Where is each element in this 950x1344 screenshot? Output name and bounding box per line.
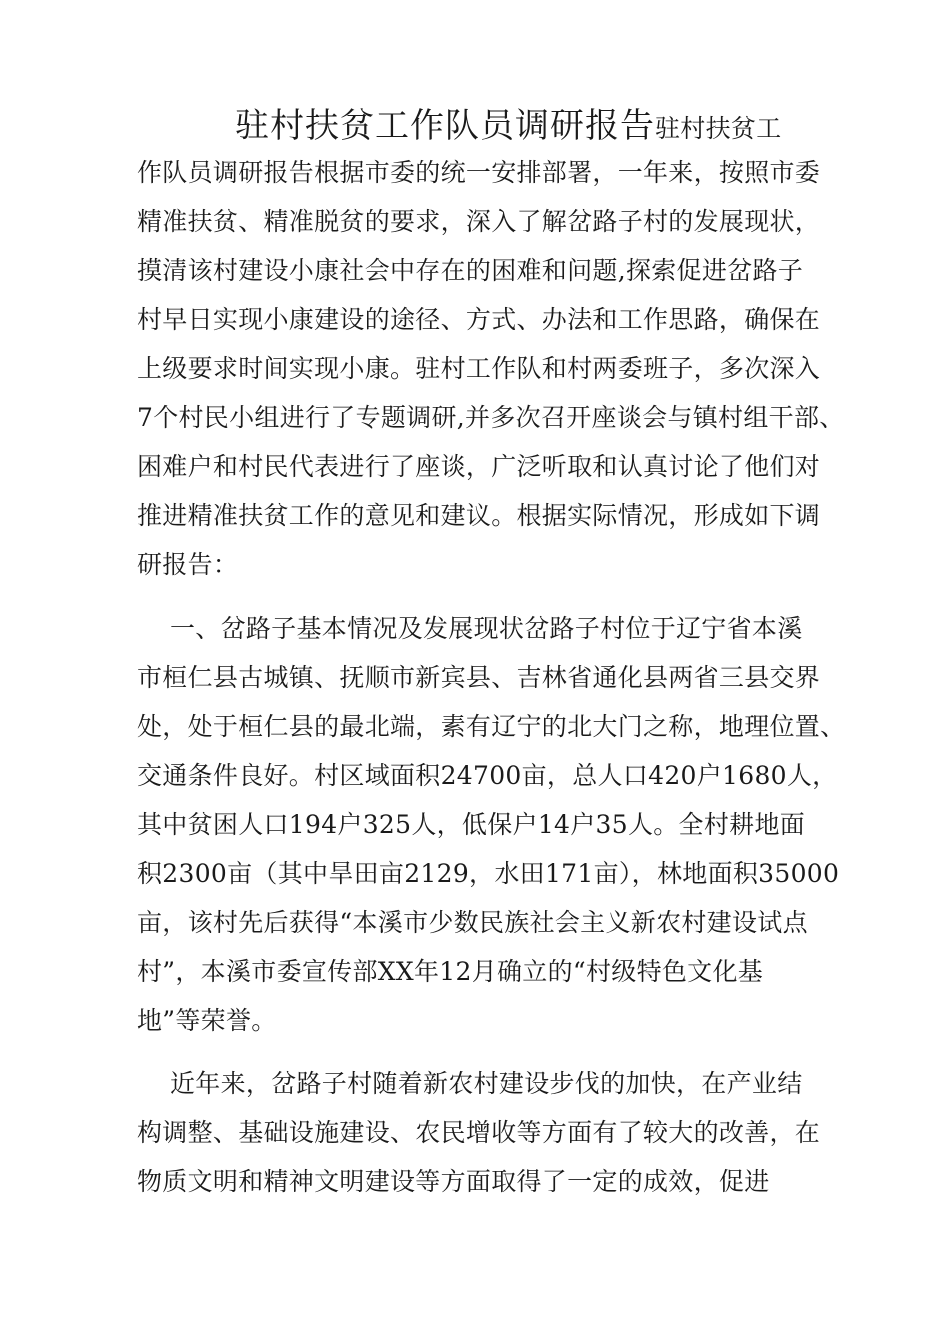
body-line-17: 村”，本溪市委宣传部XX年12月确立的“村级特色文化基: [137, 957, 764, 986]
body-line-2: 精准扶贫、精准脱贫的要求，深入了解岔路子村的发展现状，: [137, 207, 821, 236]
body-line-11: 市桓仁县古城镇、抚顺市新宾县、吉林省通化县两省三县交界: [137, 663, 821, 692]
body-line-3: 摸清该村建设小康社会中存在的困难和问题,探索促进岔路子: [137, 256, 804, 285]
document-title: 驻村扶贫工作队员调研报告: [235, 106, 655, 146]
body-line-8: 推进精准扶贫工作的意见和建议。根据实际情况，形成如下调: [137, 501, 821, 530]
body-line-0: 驻村扶贫工: [655, 114, 782, 143]
body-line-6: 7个村民小组进行了专题调研,并多次召开座谈会与镇村组干部、: [137, 403, 845, 432]
body-line-10: 一、岔路子基本情况及发展现状岔路子村位于辽宁省本溪: [137, 614, 803, 643]
body-line-12: 处，处于桓仁县的最北端，素有辽宁的北大门之称，地理位置、: [137, 712, 846, 741]
body-line-13: 交通条件良好。村区域面积24700亩，总人口420户1680人，: [137, 761, 838, 790]
body-line-14: 其中贫困人口194户325人，低保户14户35人。全村耕地面: [137, 810, 806, 839]
body-line-19: 近年来，岔路子村随着新农村建设步伐的加快，在产业结: [137, 1069, 803, 1098]
body-line-21: 物质文明和精神文明建设等方面取得了一定的成效，促进: [137, 1167, 770, 1196]
title-line: [235, 104, 782, 148]
body-line-9: 研报告：: [137, 550, 239, 579]
body-line-20: 构调整、基础设施建设、农民增收等方面有了较大的改善，在: [137, 1118, 821, 1147]
body-line-5: 上级要求时间实现小康。驻村工作队和村两委班子，多次深入: [137, 354, 821, 383]
body-line-1: 作队员调研报告根据市委的统一安排部署，一年来，按照市委: [137, 158, 821, 187]
body-line-18: 地”等荣誉。: [137, 1006, 277, 1035]
body-line-16: 亩，该村先后获得“本溪市少数民族社会主义新农村建设试点: [137, 908, 808, 937]
body-line-15: 积2300亩（其中旱田亩2129，水田171亩），林地面积35000: [137, 859, 840, 888]
body-line-4: 村早日实现小康建设的途径、方式、办法和工作思路，确保在: [137, 305, 821, 334]
body-line-7: 困难户和村民代表进行了座谈，广泛听取和认真讨论了他们对: [137, 452, 821, 481]
